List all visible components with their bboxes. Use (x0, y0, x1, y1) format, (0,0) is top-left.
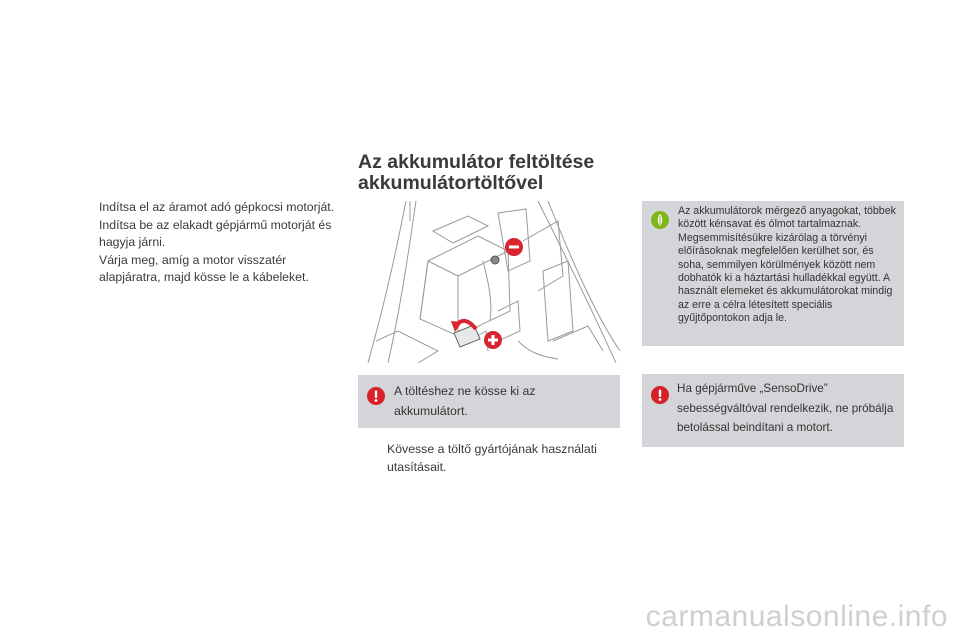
list-item (76, 199, 346, 217)
warning-text: A töltéshez ne kösse ki az akkumulátort. (394, 384, 536, 418)
engine-bay-drawing (358, 201, 620, 363)
warning-text: Ha gépjárműve „SensoDrive” sebességváltóval rendelkezik, ne próbálja betolással beindítani a motort. (677, 382, 894, 434)
watermark: carmanualsonline.info (645, 600, 948, 633)
warning-box-disconnect (358, 375, 620, 428)
list-item (76, 217, 346, 252)
step-text: Indítsa el az áramot adó gépkocsi motorját. (99, 200, 335, 214)
plus-icon (484, 331, 502, 349)
environment-note-text: Az akkumulátorok mérgező anyagokat, többek között kénsavat és ólmot tartalmaznak. Megsemmisítésükre kizárólag a törvényi előírásoknak megfelelően kerülhet sor, és soha, semmilyen körülmények között nem dobhatók ki a háztartási hulladékkal együtt. A használt elemeket és akkumulátorokat mindig az erre a célra létesített speciális gyűjtőpontokon adja le. (678, 205, 896, 325)
battery-illustration (358, 201, 620, 363)
step-text: Indítsa be az elakadt gépjármű motorját és hagyja járni. (99, 217, 332, 249)
step-text: Kövesse a töltő gyártójának használati utasításait. (387, 442, 597, 474)
list-item (364, 441, 614, 476)
exclamation-icon (651, 386, 669, 404)
warning-box-sensodrive (642, 374, 904, 447)
step-text: Várja meg, amíg a motor visszatér alapjáratra, majd kösse le a kábeleket. (99, 252, 309, 284)
title-line-2: akkumulátortöltővel (358, 172, 544, 194)
list-item (76, 252, 346, 287)
environment-note-box (642, 201, 904, 346)
left-step-list (76, 199, 346, 287)
minus-icon (505, 238, 523, 256)
section-title (358, 152, 658, 194)
title-line-1: Az akkumulátor feltöltése (358, 151, 595, 173)
mid-step-list (364, 441, 614, 476)
exclamation-icon (367, 387, 385, 405)
leaf-icon (651, 211, 669, 229)
